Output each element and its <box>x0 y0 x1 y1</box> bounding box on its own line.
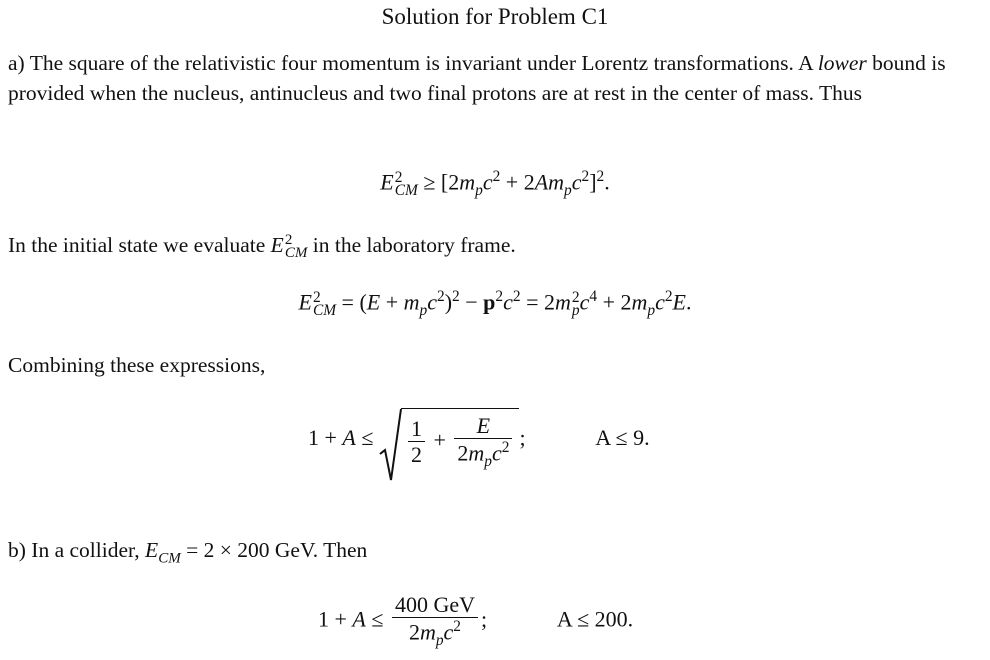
equation-1: E 2 CM ≥ $[2m_pc^2 + 2Am_pc^2]^2$. <box>380 168 610 200</box>
combining-sentence: Combining these expressions, <box>8 353 266 377</box>
part-a-result: A ≤ 9. <box>595 424 650 450</box>
initial-state-sentence: In the initial state we evaluate E 2 CM in the laboratory frame. <box>8 231 516 262</box>
equation-4: 1 + A ≤ $\frac{\text{400 GeV}}{2m_pc^2}$ ; A ≤ 200. <box>318 592 634 650</box>
page-title: Solution for Problem C1 <box>381 4 609 29</box>
part-a-intro <box>8 48 983 108</box>
part-a-intro-emphasis: lower <box>817 51 867 75</box>
part-a-intro-text-2: bound is provided when the nucleus, antinucleus and two final protons are at rest in the center of mass. Thus <box>8 51 946 105</box>
part-b-result: A ≤ 200. <box>556 606 634 632</box>
initial-state-text-2: in the laboratory frame. <box>307 233 516 257</box>
radical-sign-icon <box>379 408 403 484</box>
part-a-intro-text-1: a) The square of the relativistic four momentum is invariant under Lorentz transformations. A <box>8 51 818 75</box>
square-root: $\frac{1}{2}$ + $\frac{E}{2m_pc^2}$ <box>379 408 519 472</box>
part-b-intro: b) In a collider, $E_{CM} = 2 \times 200$ GeV. Then <box>8 538 368 567</box>
equation-2: E 2 CM = $(E + m_pc^2)^2 - p^2c^2 = 2m$ 2 p $c^4 + 2m_pc^2E$. <box>298 288 692 320</box>
part-b-intro-text-2: = 2 × 200 GeV. Then <box>180 538 368 562</box>
part-b-intro-text-1: b) In a collider, <box>8 538 146 562</box>
equation-4-numerator: 400 GeV <box>392 592 478 618</box>
initial-state-text-1: In the initial state we evaluate <box>8 233 271 257</box>
equation-3: 1 + A ≤ $\frac{1}{2}$ + $\frac{E}{2m_pc^2}$ ; A ≤ 9. <box>308 408 908 472</box>
